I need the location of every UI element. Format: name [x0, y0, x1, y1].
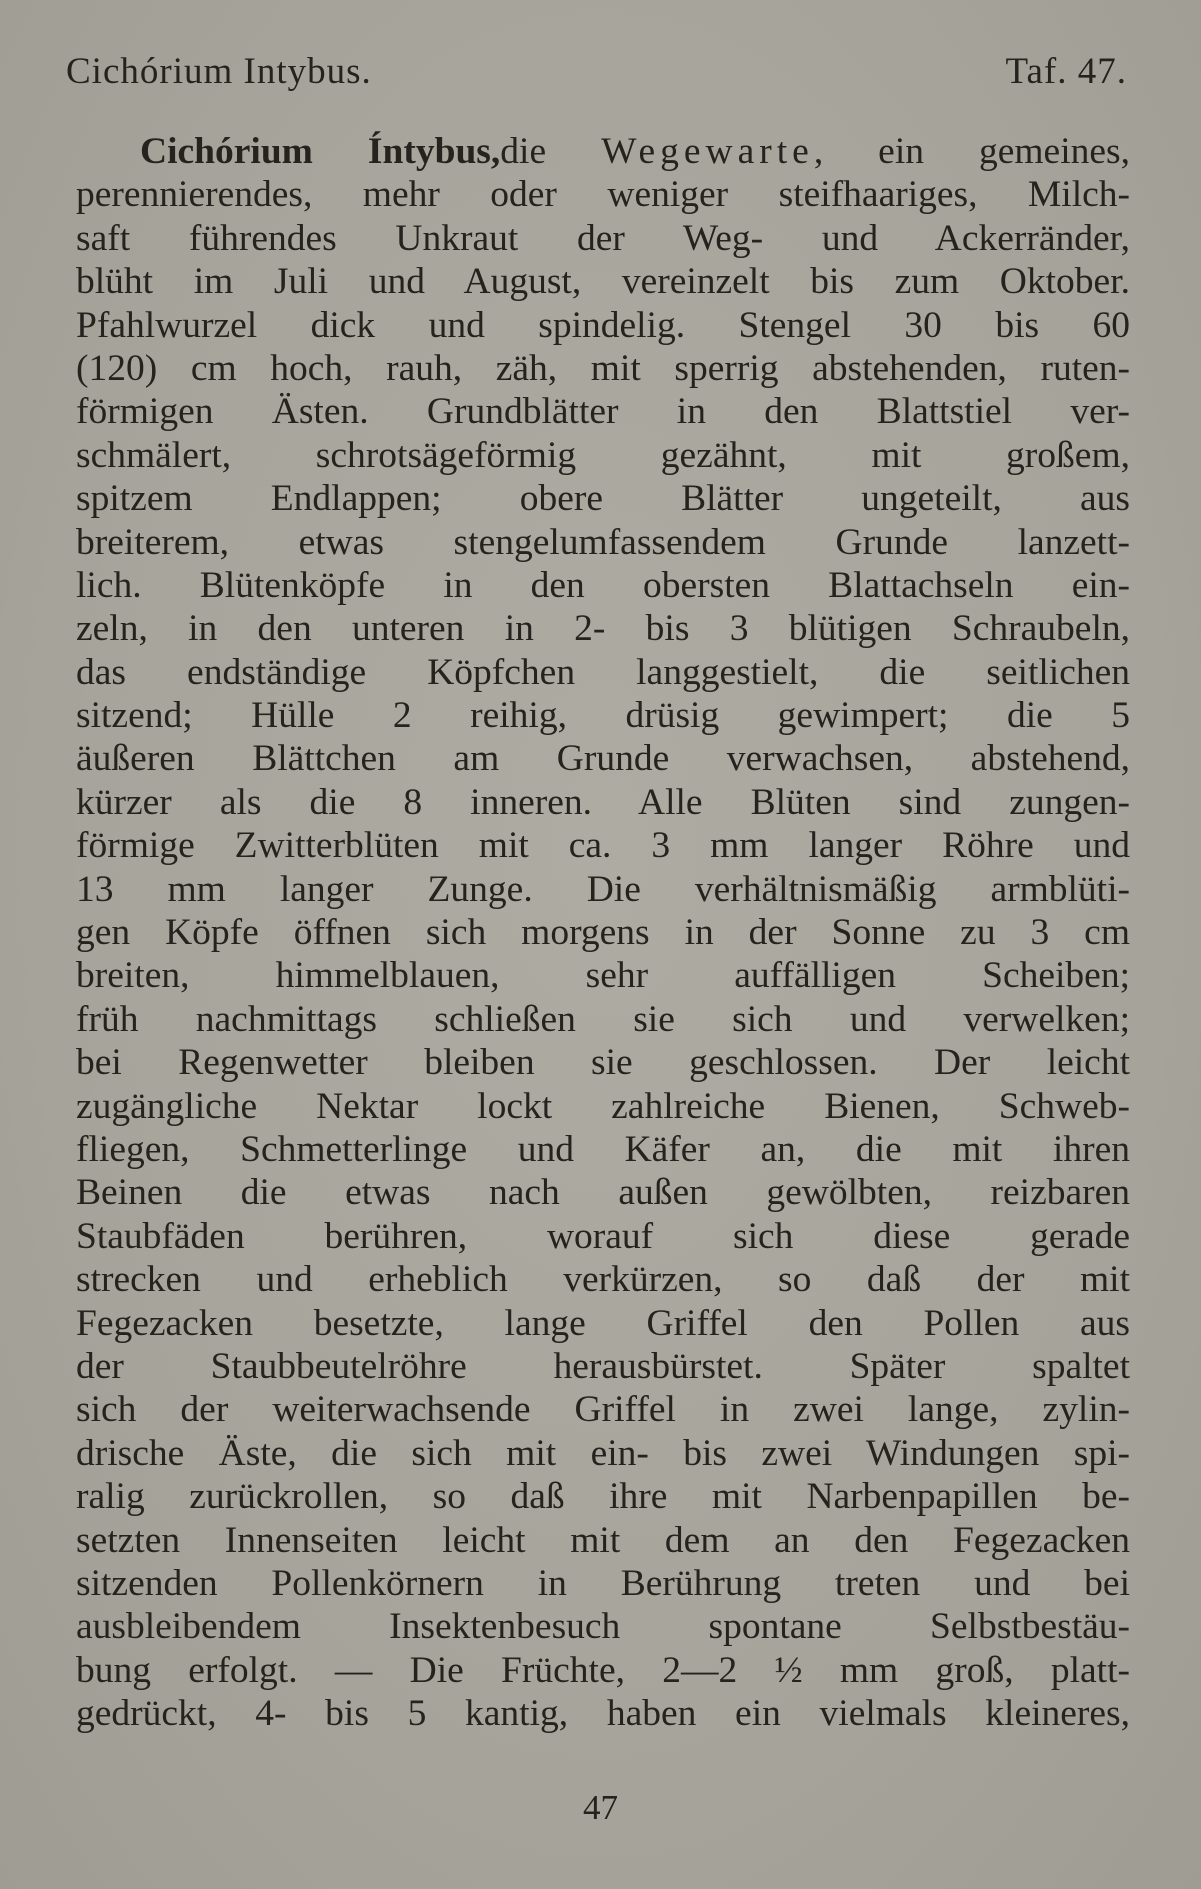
text-line: Staubfäden berühren, worauf sich diese gerade — [76, 1215, 1130, 1257]
text-line: (120) cm hoch, rauh, zäh, mit sperrig abstehenden, ruten- — [76, 347, 1130, 389]
text-line: spitzem Endlappen; obere Blätter ungeteilt, aus — [76, 478, 1130, 520]
text-line: förmige Zwitterblüten mit ca. 3 mm langer Röhre und — [76, 825, 1130, 867]
page-header — [66, 50, 1127, 100]
text-line: gedrückt, 4- bis 5 kantig, haben ein vielmals kleineres, — [76, 1693, 1130, 1735]
text-line: Beinen die etwas nach außen gewölbten, reizbaren — [76, 1172, 1130, 1214]
common-name-prefix: die — [500, 131, 602, 172]
text-line: sitzenden Pollenkörnern in Berührung treten und bei — [76, 1562, 1130, 1604]
text-line: förmigen Ästen. Grundblätter in den Blattstiel ver- — [76, 391, 1130, 433]
text-line: zugängliche Nektar lockt zahlreiche Bienen, Schweb- — [76, 1085, 1130, 1127]
plate-number: Taf. 47. — [1005, 51, 1127, 92]
running-title: Cichórium Intybus. — [66, 51, 372, 92]
text-line: Pfahlwurzel dick und spindelig. Stengel 30 bis 60 — [76, 304, 1130, 346]
text-line: fliegen, Schmetterlinge und Käfer an, die mit ihren — [76, 1128, 1130, 1170]
text-line: gen Köpfe öffnen sich morgens in der Sonne zu 3 cm — [76, 912, 1130, 954]
text-line: lich. Blütenköpfe in den obersten Blattachseln ein- — [76, 564, 1130, 606]
text-line: 13 mm langer Zunge. Die verhältnismäßig armblüti- — [76, 868, 1130, 910]
text-line: kürzer als die 8 inneren. Alle Blüten sind zungen- — [76, 781, 1130, 823]
text-line — [76, 130, 1130, 173]
text-line: bei Regenwetter bleiben sie geschlossen. Der leicht — [76, 1042, 1130, 1084]
text-line: schmälert, schrotsägeförmig gezähnt, mit großem, — [76, 434, 1130, 476]
species-name: Cichórium Íntybus, — [140, 131, 501, 172]
text-line: zeln, in den unteren in 2- bis 3 blütigen Schraubeln, — [76, 608, 1130, 650]
text-line: breiten, himmelblauen, sehr auffälligen Scheiben; — [76, 955, 1130, 997]
text-line: setzten Innenseiten leicht mit dem an den Fegezacken — [76, 1519, 1130, 1561]
text-line: bung erfolgt. — Die Früchte, 2—2 ½ mm groß, platt- — [76, 1649, 1130, 1691]
text-line: saft führendes Unkraut der Weg- und Ackerränder, — [76, 217, 1130, 259]
text-line: Fegezacken besetzte, lange Griffel den Pollen aus — [76, 1302, 1130, 1344]
text-line: breiterem, etwas stengelumfassendem Grunde lanzett- — [76, 521, 1130, 563]
text-line: perennierendes, mehr oder weniger steifhaariges, Milch- — [76, 174, 1130, 216]
text-line-rest: , ein gemeines, — [813, 131, 1130, 172]
text-line: äußeren Blättchen am Grunde verwachsen, abstehend, — [76, 738, 1130, 780]
species-description — [76, 130, 1130, 1735]
text-line: drische Äste, die sich mit ein- bis zwei Windungen spi- — [76, 1432, 1130, 1474]
text-line: das endständige Köpfchen langgestielt, die seitlichen — [76, 651, 1130, 693]
page-number: 47 — [583, 1788, 618, 1827]
text-line: früh nachmittags schließen sie sich und verwelken; — [76, 998, 1130, 1040]
text-line: strecken und erheblich verkürzen, so daß der mit — [76, 1259, 1130, 1301]
text-line: blüht im Juli und August, vereinzelt bis zum Oktober. — [76, 261, 1130, 303]
text-line: sitzend; Hülle 2 reihig, drüsig gewimpert; die 5 — [76, 695, 1130, 737]
text-line: ralig zurückrollen, so daß ihre mit Narbenpapillen be- — [76, 1476, 1130, 1518]
text-line: ausbleibendem Insektenbesuch spontane Selbstbestäu- — [76, 1606, 1130, 1648]
text-line: der Staubbeutelröhre herausbürstet. Später spaltet — [76, 1345, 1130, 1387]
common-name: Wegewarte — [601, 131, 814, 172]
text-line: sich der weiterwachsende Griffel in zwei lange, zylin- — [76, 1389, 1130, 1431]
